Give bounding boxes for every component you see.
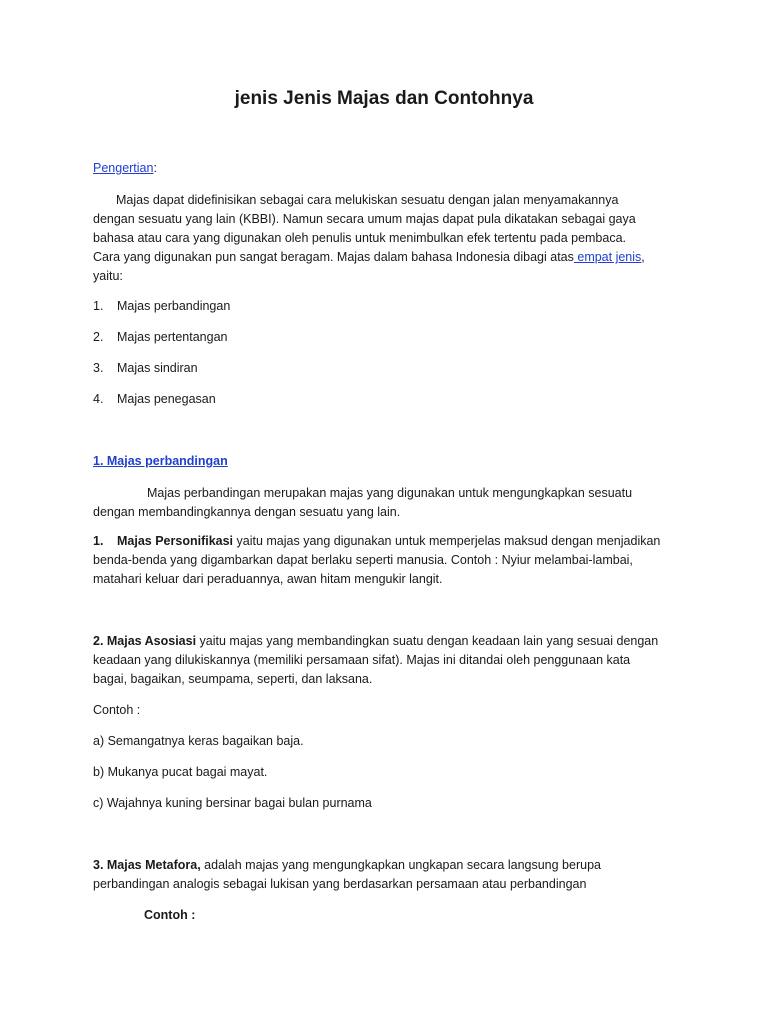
list-text: Majas pertentangan (117, 330, 228, 344)
intro-line-5: yaitu: (93, 269, 123, 283)
metafora-paragraph (93, 856, 683, 894)
intro-line-3: bahasa atau cara yang digunakan oleh penulis untuk menimbulkan efek tertentu pada pembaca. (93, 231, 627, 245)
example-item: c) Wajahnya kuning bersinar bagai bulan purnama (93, 796, 372, 810)
item-3-line-1: adalah majas yang mengungkapkan ungkapan secara langsung berupa (200, 858, 601, 872)
item-2-line-2: keadaan yang dilukiskannya (memiliki persamaan sifat). Majas ini ditandai oleh penggunaan kata (93, 653, 631, 667)
page-title: jenis Jenis Majas dan Contohnya (234, 88, 534, 109)
personifikasi-paragraph (93, 532, 683, 589)
metafora-contoh-text: Contoh : (144, 908, 196, 922)
item-2-line-3: bagai, bagaikan, seumpama, seperti, dan laksana. (93, 672, 373, 686)
item-3-line-2: perbandingan analogis sebagai lukisan yang berdasarkan persamaan atau perbandingan (93, 877, 587, 891)
list-item (93, 390, 683, 409)
pengertian-colon: : (153, 161, 157, 175)
example-item: b) Mukanya pucat bagai mayat. (93, 765, 268, 779)
list-number: 1. (93, 299, 104, 313)
item-1-line-3: matahari keluar dari peraduannya, awan hitam mengukir langit. (93, 572, 443, 586)
list-number: 3. (93, 361, 104, 375)
intro-line-1: Majas dapat didefinisikan sebagai cara melukiskan sesuatu dengan jalan menyamakannya (116, 193, 619, 207)
personifikasi-term: Majas Personifikasi (117, 534, 234, 548)
list-number: 2. (93, 330, 104, 344)
item-1-line-1: yaitu majas yang digunakan untuk memperjelas maksud dengan menjadikan (233, 534, 661, 548)
section-1-paragraph (93, 484, 683, 522)
intro-paragraph (93, 191, 683, 286)
item-1-number: 1. (93, 534, 104, 548)
majas-perbandingan-link[interactable]: 1. Majas perbandingan (93, 454, 228, 468)
section-1-heading (93, 452, 683, 471)
example-item: a) Semangatnya keras bagaikan baja. (93, 734, 304, 748)
asosiasi-term: 2. Majas Asosiasi (93, 634, 197, 648)
pengertian-heading (93, 159, 683, 178)
list-text: Majas penegasan (117, 392, 216, 406)
intro-line-4: Cara yang digunakan pun sangat beragam. Majas dalam bahasa Indonesia dibagi atas (93, 250, 574, 264)
asosiasi-contoh-label: Contoh : (93, 703, 141, 717)
list-text: Majas perbandingan (117, 299, 231, 313)
item-1-line-2: benda-benda yang digambarkan dapat berlaku seperti manusia. Contoh : Nyiur melambai-lambai, (93, 553, 633, 567)
asosiasi-paragraph (93, 632, 683, 689)
metafora-term: 3. Majas Metafora, (93, 858, 201, 872)
list-item (93, 297, 683, 316)
empat-jenis-link[interactable]: empat jenis (573, 250, 642, 264)
pengertian-link[interactable]: Pengertian (93, 161, 154, 175)
intro-line-2: dengan sesuatu yang lain (KBBI). Namun secara umum majas dapat pula dikatakan sebagai gaya (93, 212, 636, 226)
list-item (93, 328, 683, 347)
item-2-line-1: yaitu majas yang membandingkan suatu dengan keadaan lain yang sesuai dengan (196, 634, 659, 648)
section-1-line-1: Majas perbandingan merupakan majas yang digunakan untuk mengungkapkan sesuatu (147, 486, 633, 500)
section-1-line-2: dengan membandingkannya dengan sesuatu yang lain. (93, 505, 401, 519)
intro-line-4-comma: , (641, 250, 645, 264)
list-text: Majas sindiran (117, 361, 198, 375)
list-item (93, 359, 683, 378)
metafora-contoh-label (144, 906, 734, 925)
list-number: 4. (93, 392, 104, 406)
